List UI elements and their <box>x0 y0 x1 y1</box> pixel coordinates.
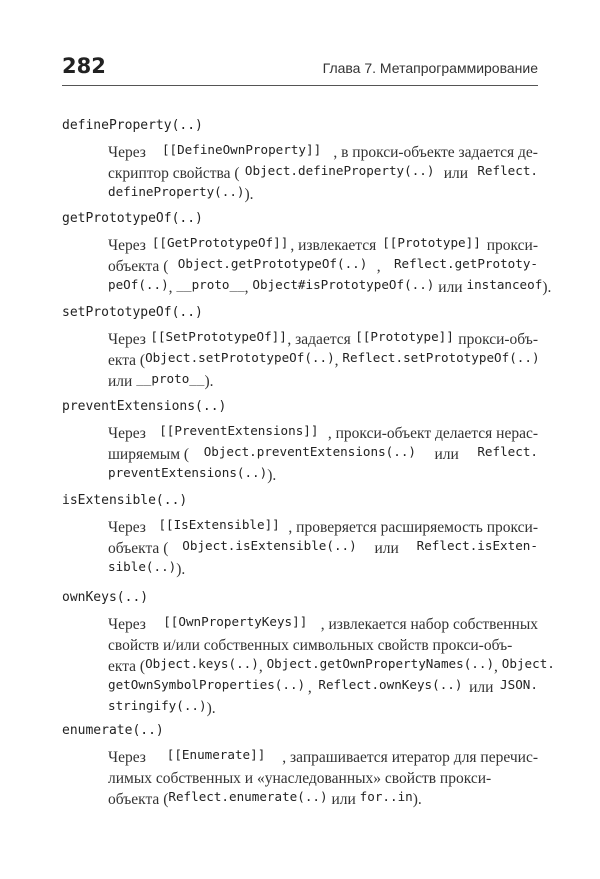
code-fragment: Reflect.setPrototypeOf(..) <box>342 350 540 365</box>
text-fragment: , <box>334 352 343 369</box>
text-fragment: или <box>430 446 463 463</box>
definition-entry <box>62 720 538 810</box>
code-fragment: JSON. <box>500 677 538 692</box>
text-fragment: , задается <box>287 331 355 348</box>
text-fragment: ). <box>542 279 552 296</box>
description <box>108 329 538 392</box>
text-fragment: Через <box>108 616 150 633</box>
text-line <box>108 423 538 444</box>
description <box>108 235 552 298</box>
text-fragment: , в прокси-объекте задается де- <box>333 144 538 161</box>
text-line <box>108 371 538 392</box>
text-fragment: , <box>376 258 385 275</box>
text-fragment: прокси- <box>482 237 538 254</box>
code-fragment: [[SetPrototypeOf]] <box>150 329 287 344</box>
text-fragment: ширяемым ( <box>108 446 190 463</box>
term: getPrototypeOf(..) <box>62 211 203 226</box>
text-fragment: объекта ( <box>108 258 169 275</box>
text-fragment: Через <box>108 144 150 161</box>
text-fragment: , <box>168 279 177 296</box>
text-fragment: екта ( <box>108 658 146 675</box>
code-fragment: Object.keys(..) <box>145 656 259 671</box>
description <box>108 747 538 810</box>
text-fragment: ). <box>267 467 277 484</box>
code-fragment: Reflect.ownKeys(..) <box>318 677 463 692</box>
code-fragment: [[Prototype]] <box>382 235 481 250</box>
code-fragment: [[DefineOwnProperty]] <box>161 142 322 157</box>
code-fragment: defineProperty(..) <box>108 184 245 199</box>
code-fragment: __proto__ <box>136 371 205 386</box>
text-fragment: , <box>258 658 267 675</box>
text-line <box>108 656 555 677</box>
code-fragment: Reflect.isExten- <box>416 538 538 553</box>
code-fragment: Object.preventExtensions(..) <box>203 444 416 459</box>
text-line <box>108 635 538 656</box>
term: setPrototypeOf(..) <box>62 305 203 320</box>
text-line <box>108 256 538 277</box>
text-line <box>108 184 538 205</box>
code-fragment: Reflect. <box>477 444 538 459</box>
text-line <box>108 698 538 719</box>
code-fragment: Object.getOwnPropertyNames(..) <box>266 656 495 671</box>
text-line <box>108 277 552 298</box>
text-fragment: Через <box>108 749 150 766</box>
text-fragment: свойств и/или собственных символьных свойств прокси-объ- <box>108 637 513 654</box>
description <box>108 614 555 719</box>
definition-entry <box>62 208 552 298</box>
text-fragment: или <box>434 279 467 296</box>
code-fragment: Object#isPrototypeOf(..) <box>252 277 435 292</box>
text-fragment: , <box>494 658 502 675</box>
page-number: 282 <box>62 54 106 78</box>
text-line <box>108 163 538 184</box>
code-fragment: Reflect.getPrototy- <box>393 256 538 271</box>
text-fragment: Через <box>108 331 150 348</box>
code-fragment: preventExtensions(..) <box>108 465 268 480</box>
text-line <box>108 517 538 538</box>
text-fragment: ). <box>412 791 422 808</box>
text-fragment: , извлекается <box>290 237 381 254</box>
text-fragment: или <box>108 373 137 390</box>
code-fragment: [[GetPrototypeOf]] <box>151 235 289 250</box>
description <box>108 423 538 486</box>
text-line <box>108 768 538 789</box>
code-fragment: [[Enumerate]] <box>166 747 266 762</box>
text-fragment: или <box>465 679 498 696</box>
code-fragment: stringify(..) <box>108 698 207 713</box>
text-fragment: ). <box>244 186 254 203</box>
code-fragment: peOf(..) <box>108 277 169 292</box>
chapter-title: Глава 7. Метапрограммирование <box>322 60 538 76</box>
text-line <box>108 444 538 465</box>
text-fragment: или <box>327 791 360 808</box>
text-fragment: объекта ( <box>108 540 169 557</box>
text-fragment: , прокси-объект делается нерас- <box>327 425 538 442</box>
description <box>108 517 538 580</box>
header-rule <box>62 85 538 86</box>
text-fragment: скриптор свойства ( <box>108 165 240 182</box>
code-fragment: [[IsExtensible]] <box>158 517 280 532</box>
text-fragment: , <box>307 679 316 696</box>
code-fragment: Reflect.enumerate(..) <box>168 789 328 804</box>
text-fragment: ). <box>176 561 186 578</box>
text-fragment: , проверяется расширяемость прокси- <box>288 519 538 536</box>
code-fragment: instanceof <box>466 277 543 292</box>
text-fragment: Через <box>108 237 150 254</box>
term: ownKeys(..) <box>62 590 149 605</box>
text-fragment: ). <box>204 373 214 390</box>
definition-entry <box>62 587 555 719</box>
code-fragment: sible(..) <box>108 559 177 574</box>
text-line <box>108 614 538 635</box>
code-fragment: [[Prototype]] <box>355 329 454 344</box>
text-line <box>108 465 538 486</box>
code-fragment: __proto__ <box>176 277 245 292</box>
text-line <box>108 559 538 580</box>
code-fragment: Object. <box>501 656 555 671</box>
term: preventExtensions(..) <box>62 399 227 414</box>
code-fragment: Reflect. <box>477 163 538 178</box>
code-fragment: for..in <box>359 789 413 804</box>
description <box>108 142 538 205</box>
text-fragment: или <box>370 540 403 557</box>
definition-entry <box>62 302 538 392</box>
code-fragment: Object.isExtensible(..) <box>182 538 357 553</box>
code-fragment: Object.defineProperty(..) <box>244 163 435 178</box>
text-line <box>108 538 538 559</box>
term: isExtensible(..) <box>62 493 188 508</box>
term: defineProperty(..) <box>62 118 203 133</box>
code-fragment: Object.setPrototypeOf(..) <box>145 350 335 365</box>
definition-entry <box>62 396 538 486</box>
text-line <box>108 789 538 810</box>
text-line <box>108 350 538 371</box>
text-fragment: , запрашивается итератор для перечис- <box>282 749 538 766</box>
definition-entry <box>62 490 538 580</box>
term: enumerate(..) <box>62 723 164 738</box>
text-fragment: или <box>439 165 472 182</box>
text-line <box>108 747 538 768</box>
code-fragment: [[OwnPropertyKeys]] <box>163 614 308 629</box>
definition-entry <box>62 115 538 205</box>
text-fragment: лимых собственных и «унаследованных» свойств прокси- <box>108 770 492 787</box>
text-fragment: прокси-объ- <box>454 331 538 348</box>
code-fragment: getOwnSymbolProperties(..) <box>108 677 306 692</box>
text-fragment: екта ( <box>108 352 146 369</box>
text-fragment: Через <box>108 425 150 442</box>
text-fragment: ). <box>206 700 216 717</box>
code-fragment: [[PreventExtensions]] <box>159 423 319 438</box>
text-line <box>108 142 538 163</box>
text-line <box>108 677 538 698</box>
text-fragment: , извлекается набор собственных <box>320 616 538 633</box>
code-fragment: Object.getPrototypeOf(..) <box>177 256 368 271</box>
text-fragment: , <box>244 279 253 296</box>
text-line <box>108 235 538 256</box>
text-fragment: Через <box>108 519 150 536</box>
text-line <box>108 329 538 350</box>
text-fragment: объекта ( <box>108 791 169 808</box>
